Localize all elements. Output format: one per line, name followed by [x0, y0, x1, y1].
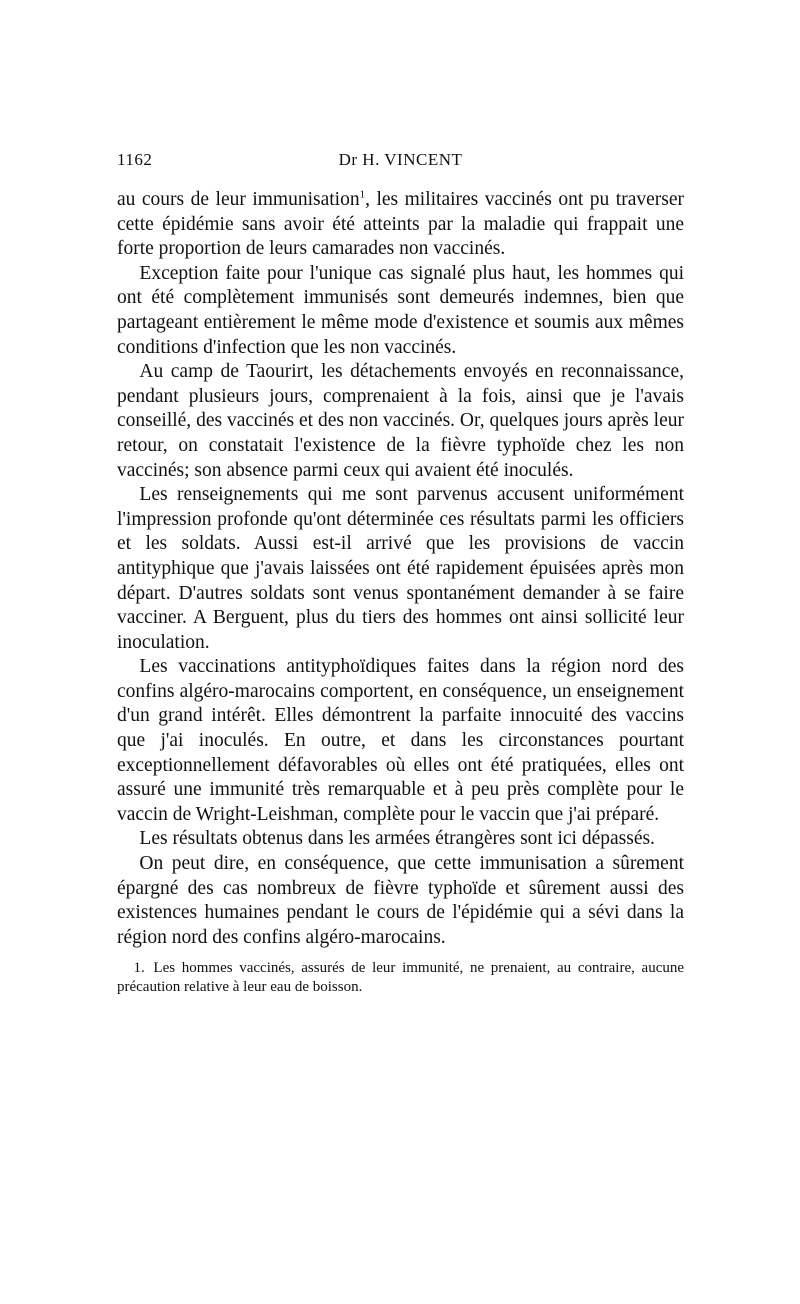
paragraph-1-text: au cours de leur immunisation: [117, 189, 360, 210]
footnote-reference: 1: [359, 188, 366, 201]
paragraph-7: On peut dire, en conséquence, que cette immunisation a sûrement épargné des cas nombreux de fièvre typhoïde et sûrement aussi des existences humaines pendant le cours de l'épidémie qui a sévi dans la région nord des confins algéro-marocains.: [117, 853, 684, 948]
paragraph-5: Les vaccinations antityphoïdiques faites dans la région nord des confins algéro-marocains comportent, en conséquence, un enseignement d'un grand intérêt. Elles démontrent la parfaite innocuité des vaccins que j'ai inoculés. En outre, et dans les circonstances pourtant exceptionnellement défavorables où elles ont été pratiquées, elles ont assuré une immunité très remarquable et à peu près complète pour le vaccin de Wright-Leishman, complète pour le vaccin que j'ai préparé.: [117, 656, 684, 825]
footnote-number: 1.: [133, 960, 145, 977]
footnote: [117, 959, 684, 997]
header-author: Dr H. VINCENT: [338, 150, 463, 169]
paragraph-4: Les renseignements qui me sont parvenus accusent uniformément l'impression profonde qu'ont déterminée ces résultats parmi les officiers et les soldats. Aussi est-il arrivé que les provisions de vaccin antityphique que j'avais laissées ont été rapidement épuisées après mon départ. D'autres soldats sont venus spontanément demander à se faire vacciner. A Berguent, plus du tiers des hommes ont ainsi sollicité leur inoculation.: [117, 484, 684, 653]
book-page: [117, 150, 684, 997]
paragraph-2: Exception faite pour l'unique cas signalé plus haut, les hommes qui ont été complètement immunisés sont demeurés indemnes, bien que partageant entièrement le même mode d'existence et soumis aux mêmes conditions d'infection que les non vaccinés.: [117, 262, 684, 358]
page-number: 1162: [117, 150, 153, 169]
running-head: [117, 150, 684, 174]
body-text: [117, 188, 684, 950]
paragraph-1-text-continued: , les militaires vaccinés ont pu traverser cette épidémie sans avoir été atteints par la maladie qui frappait une forte proportion de leurs camarades non vaccinés.: [117, 189, 684, 260]
paragraph-6: Les résultats obtenus dans les armées étrangères sont ici dépassés.: [139, 828, 655, 850]
paragraph-3: Au camp de Taourirt, les détachements envoyés en reconnaissance, pendant plusieurs jours, comprenaient à la fois, ainsi que je l'avais conseillé, des vaccinés et des non vaccinés. Or, quelques jours après leur retour, on constatait l'existence de la fièvre typhoïde chez les non vaccinés; son absence parmi ceux qui avaient été inoculés.: [117, 361, 684, 481]
paragraph-1: [117, 188, 684, 262]
footnote-text: Les hommes vaccinés, assurés de leur immunité, ne prenaient, au contraire, aucune précaution relative à leur eau de boisson.: [117, 960, 685, 996]
